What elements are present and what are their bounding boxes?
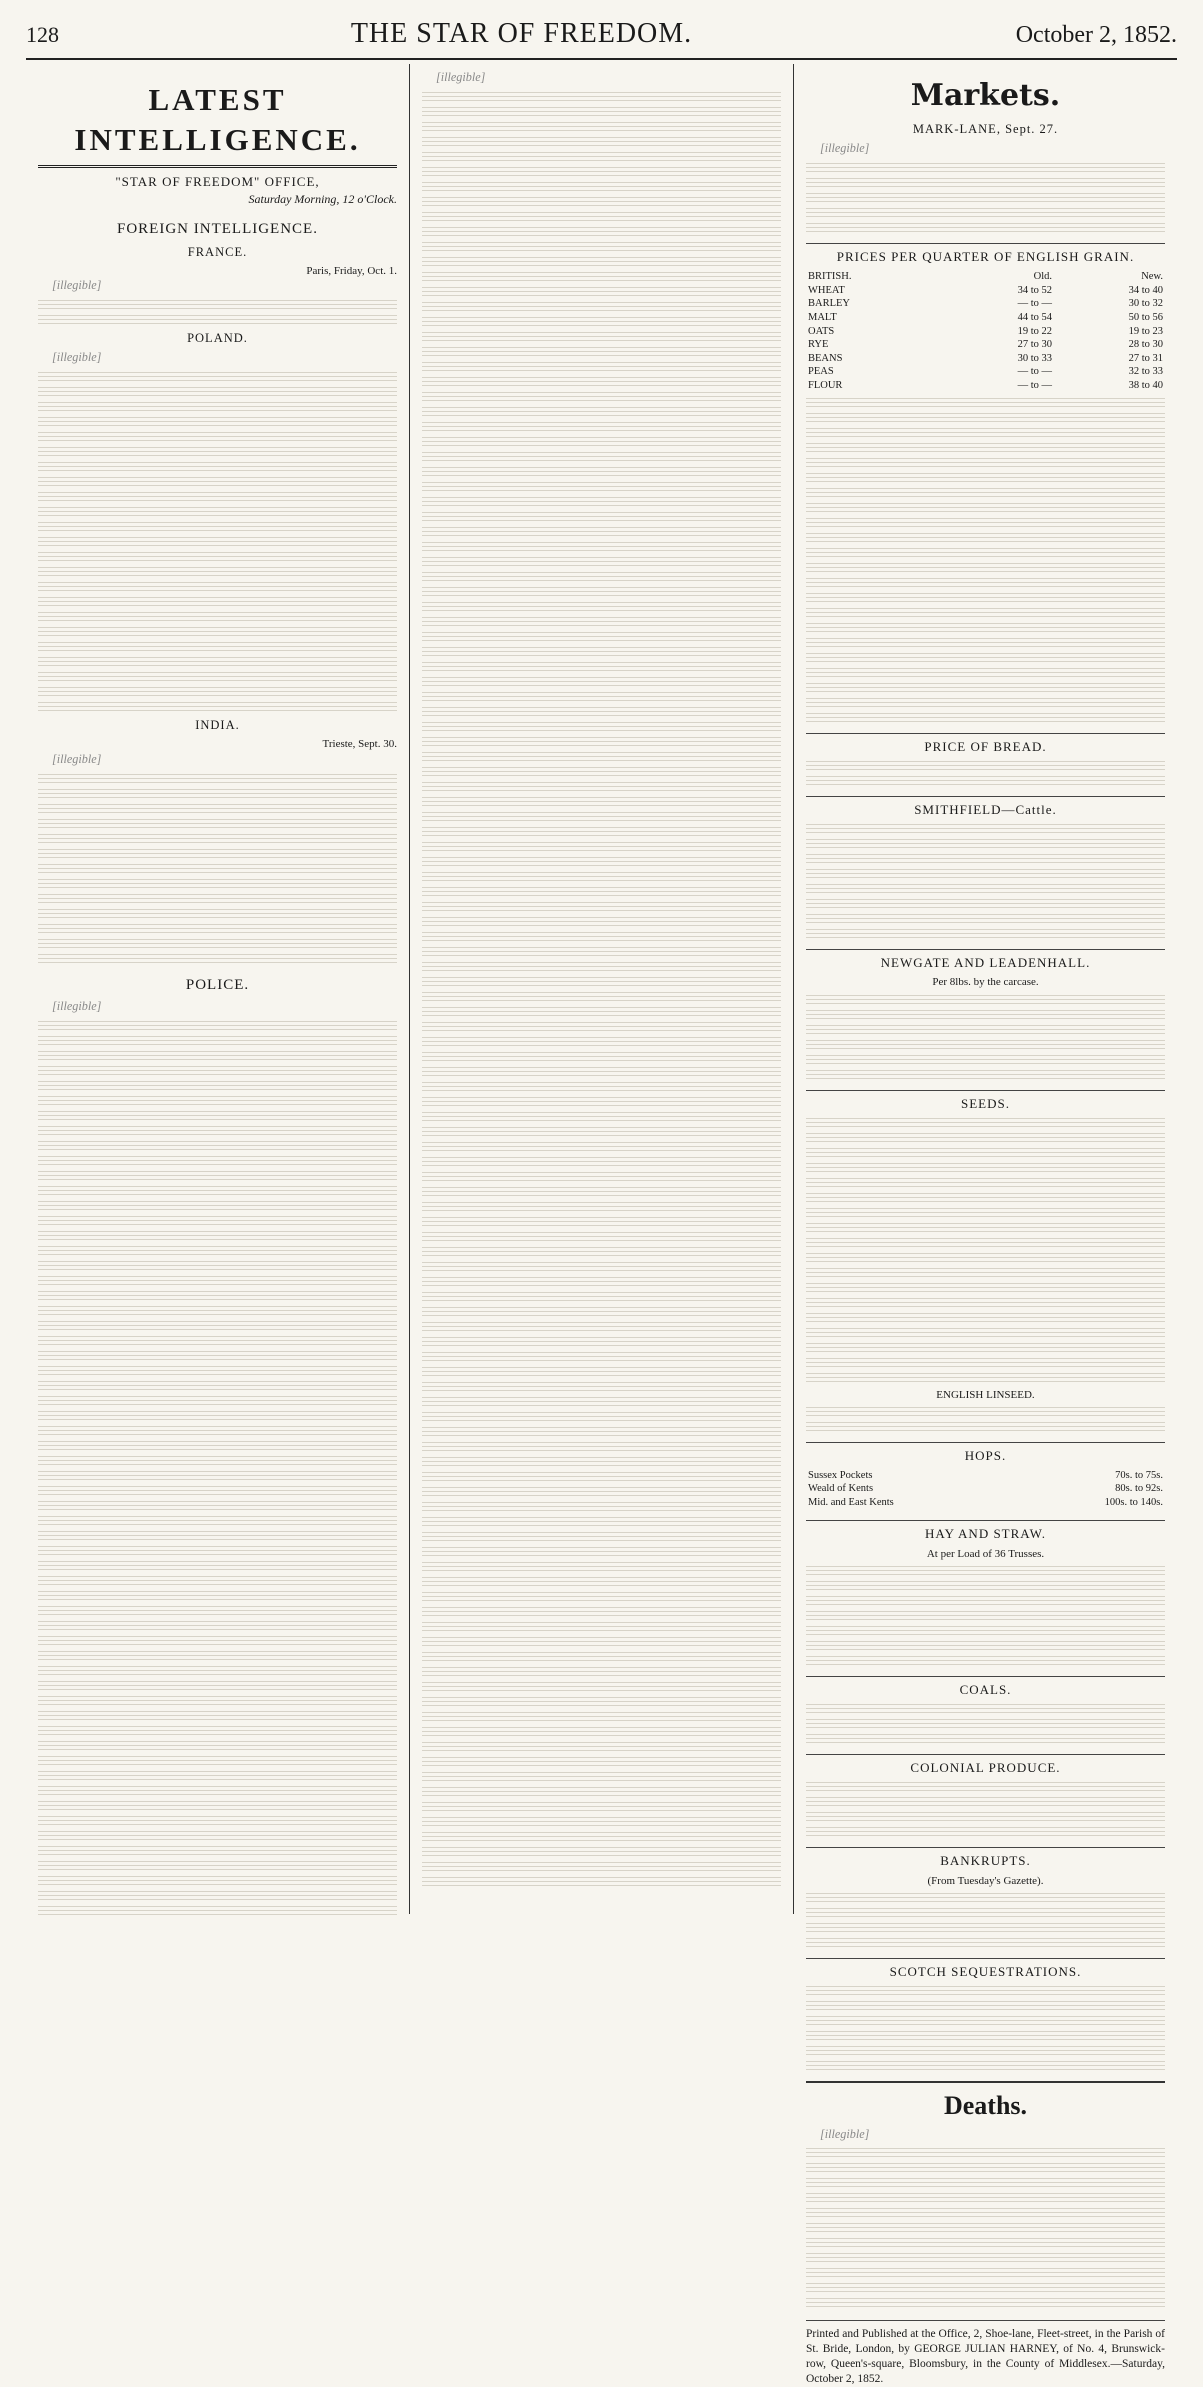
newgate-subheading: Per 8lbs. by the carcase. <box>932 976 1039 989</box>
deaths-heading: Deaths. <box>806 2081 1165 2123</box>
poland-heading: POLAND. <box>187 330 248 345</box>
markets-heading: Markets. <box>910 78 1061 113</box>
table-row: Mid. and East Kents 100s. to 140s. <box>808 1497 1163 1509</box>
column-1 <box>26 64 409 1914</box>
table-row: MALT 44 to 54 50 to 56 <box>808 311 1163 323</box>
table-row: Weald of Kents 80s. to 92s. <box>808 1483 1163 1495</box>
linseed-heading: ENGLISH LINSEED. <box>936 1388 1035 1401</box>
office-line: "STAR OF FREEDOM" OFFICE, <box>115 173 320 189</box>
column-2 <box>409 64 793 1914</box>
hops-table <box>806 1469 1165 1510</box>
newspaper-title: THE STAR OF FREEDOM. <box>350 18 693 49</box>
table-row: WHEAT 34 to 52 34 to 40 <box>808 284 1163 296</box>
coals-heading: COALS. <box>806 1676 1165 1699</box>
table-row: FLOUR — to — 38 to 40 <box>808 380 1163 392</box>
masthead <box>26 18 1177 52</box>
smithfield-heading: SMITHFIELD—Cattle. <box>806 796 1165 819</box>
poland-paragraph: [illegible] <box>52 350 102 365</box>
india-dateline: Trieste, Sept. 30. <box>322 738 397 751</box>
issue-date: October 2, 1852. <box>1015 22 1177 48</box>
table-row: BARLEY — to — 30 to 32 <box>808 298 1163 310</box>
france-heading: FRANCE. <box>187 244 248 259</box>
police-heading: POLICE. <box>185 976 250 993</box>
foreign-heading: FOREIGN INTELLIGENCE. <box>117 221 318 238</box>
grain-table <box>806 270 1165 393</box>
masthead-rule <box>26 58 1177 60</box>
table-row: Sussex Pockets 70s. to 75s. <box>808 1469 1163 1481</box>
table-row: PEAS — to — 32 to 33 <box>808 366 1163 378</box>
france-dateline: Paris, Friday, Oct. 1. <box>306 264 397 277</box>
imprint: Printed and Published at the Office, 2, Shoe-lane, Fleet-street, in the Parish of St. Bride, London, by GEORGE JULIAN HARNEY, of No. 4, Brunswick-row, Queen's-square, Bloomsbury, in the County of Middlesex.—Saturday, October 2, 1852. <box>806 2320 1165 2387</box>
france-paragraph: [illegible] <box>52 278 102 293</box>
bankrupts-heading: BANKRUPTS. <box>806 1847 1165 1870</box>
column-2-text: [illegible] <box>436 70 486 84</box>
table-row: RYE 27 to 30 28 to 30 <box>808 339 1163 351</box>
grain-col-new: New. <box>1141 271 1163 282</box>
scotch-heading: SCOTCH SEQUESTRATIONS. <box>806 1958 1165 1981</box>
hops-heading: HOPS. <box>806 1442 1165 1465</box>
table-row: BEANS 30 to 33 27 to 31 <box>808 352 1163 364</box>
deaths-paragraph: [illegible] <box>820 2126 870 2141</box>
mark-lane-paragraph: [illegible] <box>820 141 870 156</box>
page-number: 128 <box>26 22 59 47</box>
bread-heading: PRICE OF BREAD. <box>806 733 1165 756</box>
hay-subheading: At per Load of 36 Trusses. <box>926 1547 1045 1560</box>
seeds-heading: SEEDS. <box>806 1090 1165 1113</box>
grain-col-british: BRITISH. <box>808 271 852 282</box>
grain-header-row <box>806 270 1165 284</box>
column-3 <box>793 64 1177 2386</box>
newgate-heading: NEWGATE AND LEADENHALL. <box>806 949 1165 972</box>
police-paragraph: [illegible] <box>52 999 102 1013</box>
table-row: OATS 19 to 22 19 to 23 <box>808 325 1163 337</box>
colonial-heading: COLONIAL PRODUCE. <box>806 1754 1165 1777</box>
hay-heading: HAY AND STRAW. <box>806 1520 1165 1543</box>
india-heading: INDIA. <box>195 718 240 733</box>
bankrupts-subheading: (From Tuesday's Gazette). <box>927 1874 1044 1887</box>
grain-col-old: Old. <box>1033 271 1053 282</box>
latest-intelligence-heading: LATEST INTELLIGENCE. <box>38 80 397 168</box>
mark-lane-heading: MARK-LANE, Sept. 27. <box>912 122 1059 136</box>
grain-prices-heading: PRICES PER QUARTER OF ENGLISH GRAIN. <box>806 243 1165 266</box>
columns <box>26 64 1177 2386</box>
office-time: Saturday Morning, 12 o'Clock. <box>248 192 397 207</box>
india-paragraph: [illegible] <box>52 751 102 766</box>
